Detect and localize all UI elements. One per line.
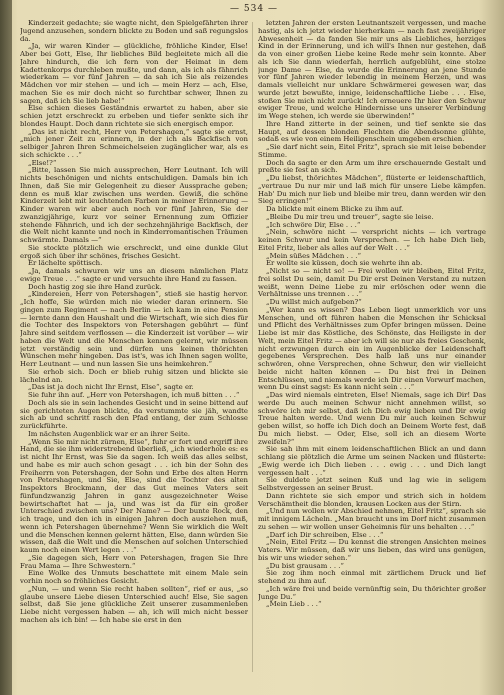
paragraph: Ihre Hand zitterte in der seinen, und tief senkte sie das Haupt, auf dessen blonden Flechten die Abendsonne glühte, sodaß es wie von einem Heiligenschein umgeben erschien. xyxy=(258,119,486,144)
paragraph: „Nein, Eitel Fritz — Du kennst die strengen Ansichten meines Vaters. Wir müssen, daß wir uns lieben, das wird uns genügen, bis wir uns wieder sehen.“ xyxy=(258,538,486,562)
paragraph: „Ja, wir waren Kinder — glückliche, fröhliche Kinder, Else! Aber bei Gott, Else, Ihr liebliches Bild begleitete mich all die Jahre hindurch, die ich fern von der Heimat in dem Kadettenkorps durchleben mußte, und dann, als ich als fähnrich wiederkam — vor fünf Jahren — da sah ich Sie als reizendes Mädchen vor mir stehen — und ich — mein Herz — ach, Else, machen Sie es mir doch nicht so furchtbar schwer, Ihnen zu sagen, daß ich Sie lieb habe!“ xyxy=(20,42,248,105)
paragraph: „Du liebst, thörichtes Mädchen“, flüsterte er leidenschaftlich, „vertraue Du nur mir und laß mich für unsere Liebe kämpfen. Hab' Du mich nur lieb und bleibe mir treu, dann werden wir den Sieg erringen!“ xyxy=(258,174,486,206)
paragraph: „Das ist ja doch nicht Ihr Ernst, Else“, sagte er. xyxy=(28,383,194,392)
paragraph: „Mein süßes Mädchen . . .“ xyxy=(266,251,361,260)
paragraph: „Du willst mich aufgeben?“ xyxy=(266,298,362,306)
paragraph: Sie duldete jetzt seinen Kuß und lag wie in seligem Selbstvergessen an seiner Brust. xyxy=(258,476,486,492)
paragraph: Doch als sie in sein lachendes Gesicht und in seine bittend auf sie gerichteten Augen blickte, da verstummte sie jäh, wandte sich ab und schritt rasch den Pfad entlang, der zum Schlosse zurückführte. xyxy=(20,398,248,430)
paragraph: „Sie darf nicht sein, Eitel Fritz“, sprach sie mit leise bebender Stimme. xyxy=(258,143,486,159)
paragraph: Eine Wolke des Unmuts beschattete mit einem Male sein vorhin noch so fröhliches Gesicht. xyxy=(20,569,248,585)
left-text-column xyxy=(20,20,248,676)
paragraph: Sie sah ihm mit einem leidenschaftlichen Blick an und dann schlang sie plötzlich die Arme um seinen Nacken und flüsterte: „Ewig werde ich Dich lieben . . . ewig . . . und Dich langt vergessen halt . . .“ xyxy=(258,445,486,477)
paragraph: Sie zog ihm noch einmal mit zärtlichem Druck und lief stehend zu ihm auf. xyxy=(258,569,486,585)
paragraph: Doch da sagte er den Arm um ihre erschauernde Gestalt und preßte sie fest an sich. xyxy=(258,158,486,175)
paragraph: Doch hastig zog sie ihre Hand zurück. xyxy=(28,282,162,291)
paragraph: „Mein Lieb . . .“ xyxy=(266,600,322,609)
paragraph: Kinderzeit gedachte; sie wagte nicht, den Spielgefährten ihrer Jugend anzusehen, sondern blickte zu Boden und saß regungslos da. xyxy=(20,20,248,43)
paragraph: Im nächsten Augenblick war er an ihrer Seite. xyxy=(28,429,191,438)
paragraph: „Bitte, lassen Sie mich aussprechen, Herr Leutnant. Ich will nichts beschönigen und nichts entschuldigen. Damals bin ich Ihnen, daß Sie mir Gelegenheit zu dieser Aussprache geben; denn es muß klar zwischen uns werden. Gewiß, die schöne Kinderzeit lebt mit leuchtenden Farben in meiner Erinnerung — Kinder waren wir aber auch noch vor fünf Jahren, Sie der zwanzigjährige, kurz vor seiner Ernennung zum Offizier stehende Fähnrich, und ich der sechzehnjährige Backfisch, der die Welt nicht kannte und noch in Kinderromantischen Träumen schwärmte. Damals —“ xyxy=(20,166,248,244)
paragraph: „Nein, schwöre nicht — verspricht nichts — ich vertrage keinen Schwur und kein Versprechen. — Ich habe Dich lieb, Eitel Fritz, lieber als alles auf der Welt . . .“ xyxy=(258,228,486,252)
paragraph: „Ich schwöre Dir, Else . . .“ xyxy=(266,220,361,229)
paragraph: Sie erhob sich. Doch er blieb ruhig sitzen und blickte sie lächelnd an. xyxy=(20,367,248,384)
paragraph: „Kindereien, Herr von Petershagen“, stieß sie hastig hervor. „Ich hoffe, Sie würden mich nie wieder daran erinnern. Sie gingen zum Regiment — nach Berlin — ich kam in eine Pension — lernte dann den Haushalt und die Wirtschaft, wie sich dies für die Tochter des Inspektors von Petershagen gebührt — fünf Jahre sind seitdem verflossen — die Kinderzeit ist vorüber — wir haben die Welt und die Menschen kennen gelernt, wir müssen jetzt verständig sein und dürfen uns keinen thörichten Wünschen mehr hingeben. Das ist's, was ich Ihnen sagen wollte, Herr Leutnant — und nun lassen Sie uns heimkehren.“ xyxy=(20,290,248,368)
page-number: — 534 — xyxy=(230,4,278,14)
paragraph: „Wer kann es wissen? Das Leben liegt unmerklich vor uns Menschen, und oft führen haben die Menschen ihr Schicksal und Pflicht des Verhältnisses zum Opfer bringen müssen. Deine Liebe ist mir das Köstliche, des Schönste, das Heiligste in der Welt, mein Eitel Fritz — aber ich will sie nur als freies Geschenk, nicht erzwungen durch ein im Augenblicke der Leidenschaft gegebenes Versprechen. Des halb laß uns nur einander schwören, ohne Versprechen, ohne Schwur, den wir vielleicht beide nicht halten können — Du bist frei in Deinen Entschlüssen, und niemals werde ich Dir einen Vorwurf machen, wenn Du einst sagst: Es kann nicht sein . . .“ xyxy=(258,305,486,392)
paragraph: Sie fuhr ihn auf. „Herr von Petershagen, ich muß bitten . . .“ xyxy=(28,391,240,399)
paragraph: Da blickte mit einem Blicke zu ihm auf. xyxy=(266,205,404,213)
paragraph: „Sie dagegen sich, Herr von Petershagen, fragen Sie Ihre Frau Mama — Ihre Schwestern.“ xyxy=(20,553,248,570)
paragraph: „Du bist grausam . . .“ xyxy=(266,561,344,570)
right-text-column xyxy=(258,20,486,676)
paragraph: „Nicht so — nicht so! — Frei wollen wir bleiben, Eitel Fritz, frei sollst Du sein, damit Du Dir erst Deinen Verstand zu nutzen weißt, wenn Deine Liebe zu mir erlöschen oder wenn die Verhältnisse uns trennen . . .“ xyxy=(258,267,486,299)
column-divider xyxy=(252,22,253,672)
paragraph: Else schien dieses Geständnis erwartet zu haben, aber sie schien jetzt erschreckt zu erbeben und tiefer senkte sich ihr blondes Haupt. Doch dann richtete sie sich energisch empor. xyxy=(20,104,248,128)
paragraph: „Ja, damals schwuren wir uns an diesem nämlichen Platz ewige Treue . . .“ sagte er und versuchte ihre Hand zu fassen. xyxy=(20,267,248,283)
paragraph: „Und nun wollen wir Abschied nehmen, Eitel Fritz“, sprach sie mit innigem Lächeln. „Man braucht uns im Dorf nicht zusammen zu sehen — wir wollen unser Geheimnis für uns behalten . . .“ xyxy=(258,507,486,531)
paragraph: „Ich wäre frei und beide vernünftig sein, Du thörichter großer Junge Du.“ xyxy=(258,584,486,601)
paragraph: „Else!?“ xyxy=(28,158,57,167)
book-page xyxy=(14,4,494,688)
paragraph: „Das wird niemals eintreten, Else! Niemals, sage ich Dir! Das werde Du auch meinen Schwur nicht annehmen willst, so schwöre ich mir selbst, daß ich Dich ewig lieben und Dir ewig Treue halten werde. Und wenn Du mir auch keinen Schwur geben willst, so hoffe ich Dich doch an Deinem Worte fest, daß Du mich liebst. — Oder, Else, soll ich an diesem Worte zweifeln?“ xyxy=(258,391,486,446)
paragraph: Er lächelte spöttisch. xyxy=(28,259,103,268)
paragraph: „Das ist nicht recht, Herr von Petershagen,“ sagte sie ernst, „mich jener Zeit zu erinnern, in der ich als Backfisch von selbiger Jahren Ihren Schmeichelseien zugänglicher war, als es sich schickte . . .“ xyxy=(20,127,248,159)
paragraph: Er wollte sie küssen, doch sie wehrte ihn ab. xyxy=(266,259,423,268)
paragraph: „Wenn Sie mir nicht zürnen, Else“, fuhr er fort und ergriff ihre Hand, die sie ihm widerstrebend überließ, „ich wiederhole es: es ist nicht Ihr Ernst, was Sie da sagen. Ich weiß das alles selbst, und habe es mir auch schon gesagt . . . ich bin der Sohn des Freiherrn von Petershagen, der Sohn und Erbe des alten Herrn von Petershagen, und Sie, Else, sind die Tochter des alten Inspektors Brockmann, der das Gut meines Vaters seit fünfundzwanzig Jahren in ganz ausgezeichneter Weise bewirtschaftet hat — ja, und was ist da für ein großer Unterschied zwischen uns? Der Name? — Der bunte Rock, den ich trage, und den ich in einigen Jahren doch ausziehen muß, wenn ich Petershagen übernehme? Wenn Sie wirklich die Welt und die Menschen kennen gelernt hätten, Else, dann würden Sie wissen, daß die Welt und die Menschen auf solchen Unterschied kaum noch einen Wert legen . . .“ xyxy=(20,437,248,554)
paragraph: „Nun, — und wenn Sie recht haben sollten“, rief er aus, „so glaube unsere Liebe diesen Unterschied auch! Else, Sie sagen selbst, daß Sie jene glückliche Zeit unserer zusammenleben Liebe nicht vergessen haben — ah, ich will mich nicht besser machen als ich bin! — Ich habe sie erst in den xyxy=(20,584,248,624)
paragraph: letzten Jahren der ersten Leutnantszeit vergessen, und mache hastig, als ich jetzt wieder hierherkam — nach fast zweijähriger Abwesenheit — da fanden Sie mir uns als Liebliches, herziges Kind in der Erinnerung, und ich will's Ihnen nur gestehen, daß da von einer großen Liebe keine Rede mehr sein konnte. Aber als ich Sie dann wiederfah, herrlich aufgeblüht, eine stolze junge Dame — Else, da wurde die Erinnerung an jene Stunde vor fünf Jahren wieder lebendig in meinem Herzen, und was damals vielleicht nur unklare Schwärmerei gewesen war, das wurde jetzt bewußte, innige, leidenschaftliche Liebe . . . Else, stoßen Sie mich nicht zurück! Ich erneuere Ihr hier den Schwur ewiger Treue, und welche Hindernisse uns unserer Verbindung im Wege stehen, ich werde sie überwinden!“ xyxy=(258,20,486,120)
paragraph: Sie stockte plötzlich wie erschreckt, und eine dunkle Glut ergoß sich über ihr schönes, frisches Gesicht. xyxy=(20,243,248,260)
paragraph: Dann richtete sie sich empor und strich sich in holdem Verschämtheit die blonden, krausen Locken aus der Stirn. xyxy=(258,491,486,508)
paragraph: „Darf ich Dir schreiben, Else . . .“ xyxy=(266,530,384,539)
binding-edge xyxy=(0,0,12,695)
paragraph: „Bleibe Du mir treu und treuer“, sagte sie leise. xyxy=(266,212,434,221)
